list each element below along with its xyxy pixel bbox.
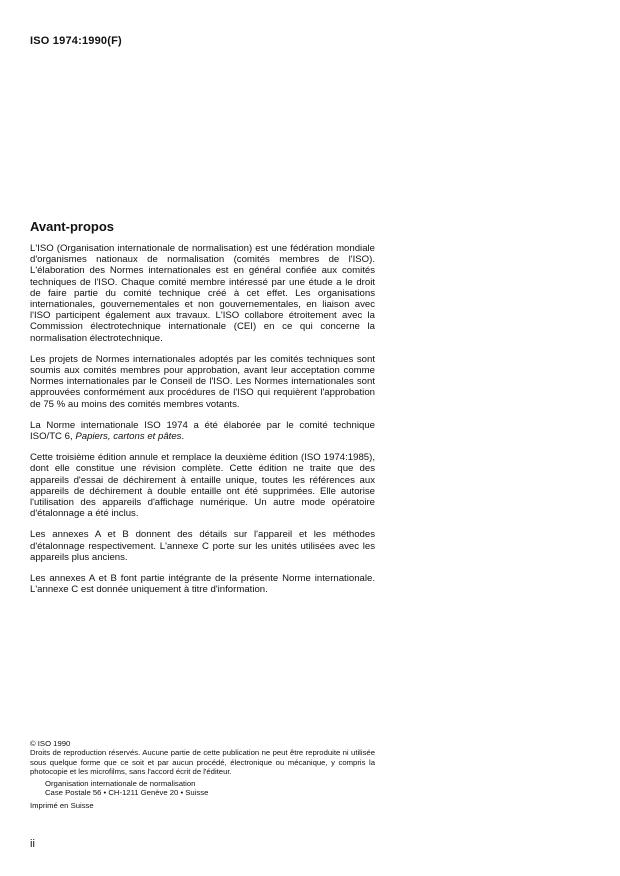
foreword-paragraph-2: Les projets de Normes internationales adoptés par les comités techniques sont soumis aux comités membres pour approbation, avant leur acceptation comme Normes internationales par le Conseil de l'ISO. Les Normes internationales sont approuvées conformément aux procédures de l'ISO qui requièrent l'approbation de 75 % au moins des comités membres votants. [30, 353, 375, 410]
printed-in: Imprimé en Suisse [30, 800, 94, 810]
paragraph-3-text: La Norme internationale ISO 1974 a été élaborée par le comité technique ISO/TC 6, [30, 419, 375, 443]
committee-title-italic: Papiers, cartons et pâtes [75, 431, 182, 443]
foreword-body [30, 243, 375, 595]
publisher-organization: Organisation internationale de normalisation [45, 779, 196, 789]
page-title: Avant-propos [30, 219, 115, 234]
copyright-block [30, 739, 375, 810]
foreword-paragraph-4: Cette troisième édition annule et remplace la deuxième édition (ISO 1974:1985), dont elle constitue une révision complète. Cette édition ne traite que des appareils d'essai de déchirement à entaille unique, toutes les références aux appareils de déchirement à double entaille ont été supprimées. Elle autorise l'utilisation des appareils d'affichage numérique. Un autre mode opératoire d'étalonnage a été inclus. [30, 452, 375, 520]
foreword-paragraph-6: Les annexes A et B font partie intégrante de la présente Norme internationale. L'annexe C est donnée uniquement à titre d'information. [30, 573, 375, 596]
paragraph-3-end: . [181, 431, 185, 443]
page-number: ii [30, 838, 35, 850]
foreword-paragraph-3 [30, 420, 375, 442]
foreword-paragraph-1: L'ISO (Organisation internationale de normalisation) est une fédération mondiale d'organismes nationaux de normalisation (comités membres de l'ISO). L'élaboration des Normes internationales est en général confiée aux comités techniques de l'ISO. Chaque comité membre intéressé par une étude a le droit de faire partie du comité technique créé à cet effet. Les organisations internationales, gouvernementales et non gouvernementales, en liaison avec l'ISO participent également aux travaux. L'ISO collabore étroitement avec la Commission électrotechnique internationale (CEI) en ce qui concerne la normalisation électrotechnique. [30, 243, 375, 344]
copyright-rights: Droits de reproduction réservés. Aucune partie de cette publication ne peut être reproduite ni utilisée sous quelque forme que ce soit et par aucun procédé, électronique ou mécanique, y compris la photocopie et les microfilms, sans l'accord écrit de l'éditeur. [30, 748, 375, 776]
foreword-paragraph-5: Les annexes A et B donnent des détails sur l'appareil et les méthodes d'étalonnage respectivement. L'annexe C porte sur les unités utilisées avec les appareils plus anciens. [30, 529, 375, 563]
publisher-address: Case Postale 56 • CH-1211 Genève 20 • Suisse [45, 788, 209, 798]
standard-identifier: ISO 1974:1990(F) [30, 35, 122, 47]
copyright-notice: © ISO 1990 [30, 739, 71, 748]
